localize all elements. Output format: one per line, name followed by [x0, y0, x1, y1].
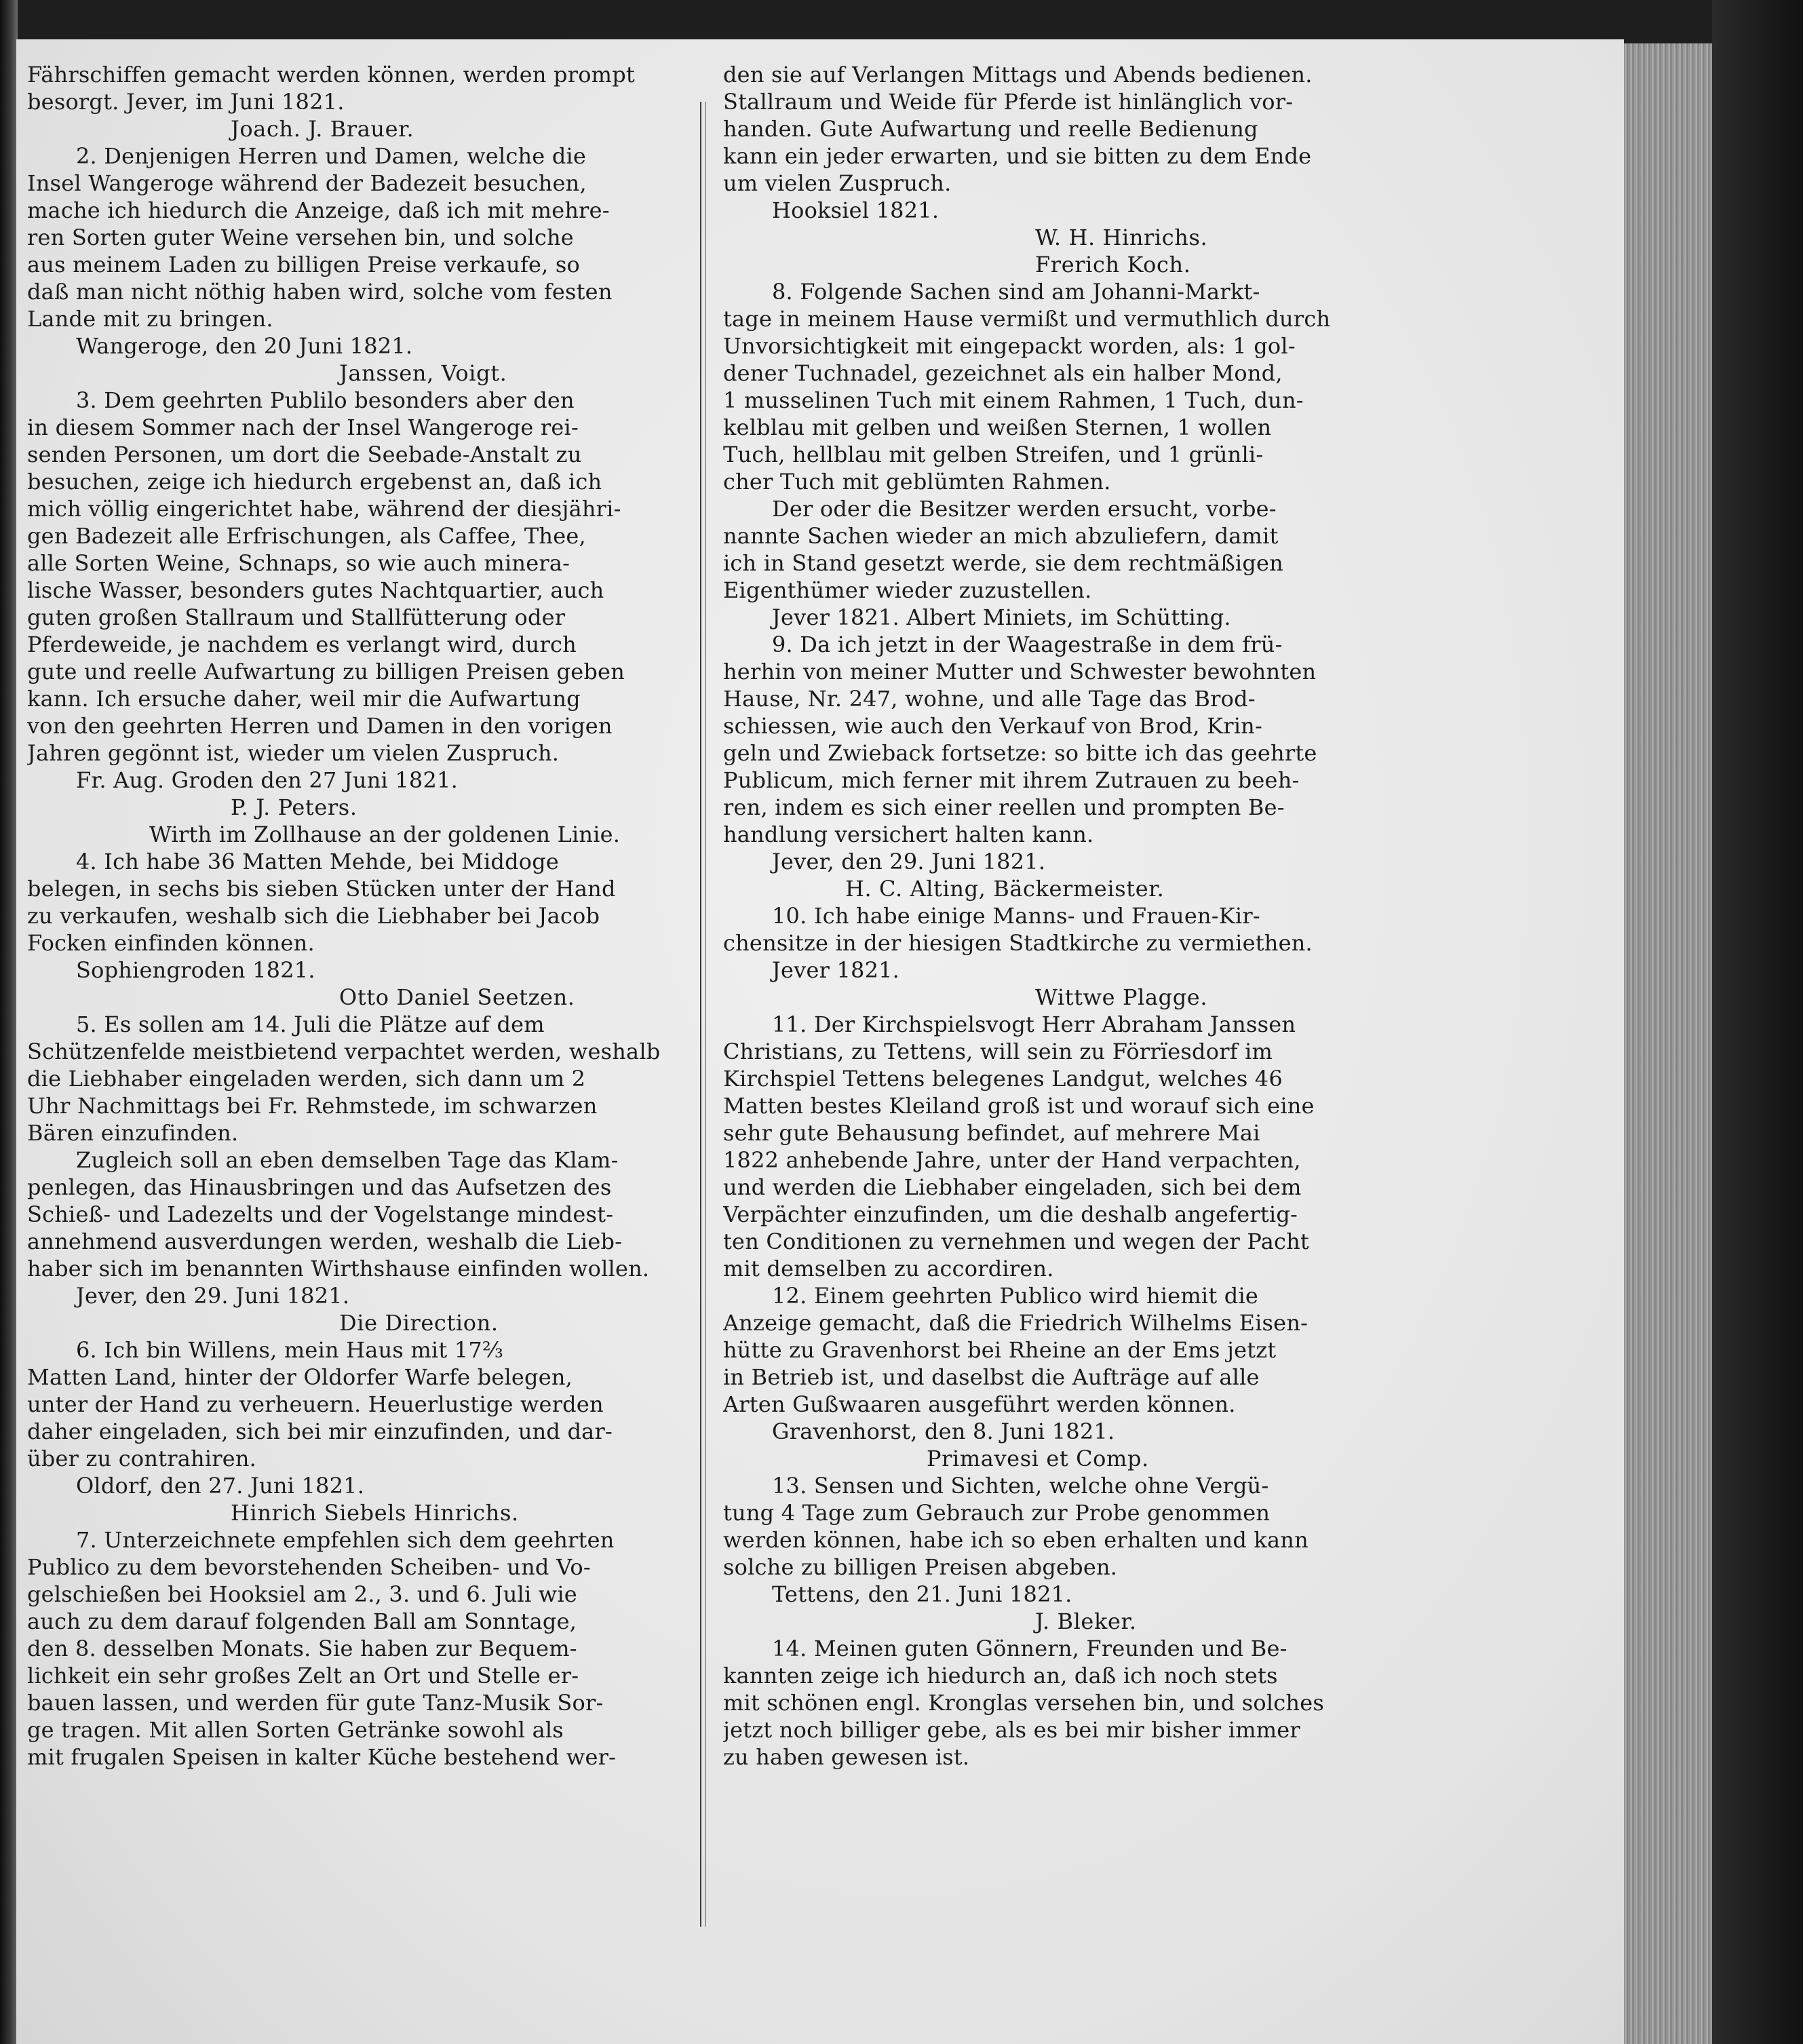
- signature-line: Primavesi et Comp.: [927, 1446, 1149, 1471]
- signature-line: Joach. J. Brauer.: [231, 116, 414, 142]
- text-line: 6. Ich bin Willens, mein Haus mit 17⅔: [76, 1337, 504, 1363]
- text-line: Insel Wangeroge während der Badezeit besuchen,: [27, 170, 587, 196]
- text-line: bauen lassen, und werden für gute Tanz-Musik Sor-: [27, 1690, 604, 1716]
- text-line: werden können, habe ich so eben erhalten und kann: [723, 1527, 1308, 1553]
- text-line: Christians, zu Tettens, will sein zu Förrïesdorf im: [723, 1039, 1273, 1064]
- text-line: Schieß- und Ladezelts und der Vogelstange mindest-: [27, 1201, 614, 1227]
- text-line: die Liebhaber eingeladen werden, sich dann um 2: [27, 1066, 586, 1092]
- text-line: gen Badezeit alle Erfrischungen, als Caffee, Thee,: [27, 523, 586, 549]
- text-line: Der oder die Besitzer werden ersucht, vorbe-: [772, 496, 1277, 522]
- text-line: lichkeit ein sehr großes Zelt an Ort und Stelle er-: [27, 1663, 579, 1689]
- text-line: kann. Ich ersuche daher, weil mir die Aufwartung: [27, 686, 581, 712]
- text-line: jetzt noch billiger gebe, als es bei mir bisher immer: [723, 1717, 1300, 1743]
- text-line: annehmend ausverdungen werden, weshalb die Lieb-: [27, 1229, 623, 1254]
- text-line: lische Wasser, besonders gutes Nachtquartier, auch: [27, 577, 604, 603]
- text-line: gelschießen bei Hooksiel am 2., 3. und 6. Juli wie: [27, 1581, 577, 1607]
- text-line: 1822 anhebende Jahre, unter der Hand verpachten,: [723, 1147, 1301, 1173]
- text-line: ge tragen. Mit allen Sorten Getränke sowohl als: [27, 1717, 564, 1743]
- text-line: zu verkaufen, weshalb sich die Liebhaber bei Jacob: [27, 903, 600, 929]
- text-line: Arten Gußwaaren ausgeführt werden können.: [723, 1391, 1236, 1417]
- text-line: 4. Ich habe 36 Matten Mehde, bei Middoge: [76, 849, 560, 874]
- text-line: Matten bestes Kleiland groß ist und worauf sich eine: [723, 1093, 1315, 1119]
- signature-line: Frerich Koch.: [1035, 252, 1191, 277]
- signature-line: Janssen, Voigt.: [339, 360, 507, 386]
- binding-gutter: [0, 0, 18, 2044]
- text-line: 7. Unterzeichnete empfehlen sich dem geehrten: [76, 1527, 615, 1553]
- dateline: Jever 1821.: [772, 957, 900, 983]
- text-line: unter der Hand zu verheuern. Heuerlustige werden: [27, 1391, 604, 1417]
- text-line: Unvorsichtigkeit mit eingepackt worden, als: 1 gol-: [723, 333, 1296, 359]
- dateline: Gravenhorst, den 8. Juni 1821.: [772, 1419, 1115, 1444]
- right-column: [723, 61, 1391, 2001]
- text-line: Uhr Nachmittags bei Fr. Rehmstede, im schwarzen: [27, 1093, 598, 1119]
- signature-line: Wittwe Plagge.: [1035, 984, 1208, 1010]
- text-line: kann ein jeder erwarten, und sie bitten zu dem Ende: [723, 143, 1312, 169]
- text-line: Publico zu dem bevorstehenden Scheiben- und Vo-: [27, 1554, 591, 1580]
- column-divider: [700, 102, 701, 1927]
- text-line: sehr gute Behausung befindet, auf mehrere Mai: [723, 1120, 1260, 1146]
- text-line: belegen, in sechs bis sieben Stücken unter der Hand: [27, 876, 616, 902]
- signature-line: J. Bleker.: [1035, 1608, 1137, 1634]
- dateline: Jever 1821. Albert Miniets, im Schütting.: [772, 604, 1231, 630]
- text-line: senden Personen, um dort die Seebade-Anstalt zu: [27, 442, 582, 467]
- text-line: schiessen, wie auch den Verkauf von Brod, Krin-: [723, 713, 1262, 739]
- text-line: besuchen, zeige ich hiedurch ergebenst an, daß ich: [27, 469, 602, 495]
- text-line: 5. Es sollen am 14. Juli die Plätze auf dem: [76, 1011, 545, 1037]
- left-column: [27, 61, 678, 2001]
- text-line: Zugleich soll an eben demselben Tage das Klam-: [76, 1147, 619, 1173]
- text-line: ich in Stand gesetzt werde, sie dem rechtmäßigen: [723, 550, 1283, 576]
- text-line: Lande mit zu bringen.: [27, 306, 273, 332]
- signature-line: W. H. Hinrichs.: [1035, 225, 1208, 250]
- text-line: auch zu dem darauf folgenden Ball am Sonntage,: [27, 1608, 577, 1634]
- text-line: zu haben gewesen ist.: [723, 1744, 970, 1770]
- text-line: Kirchspiel Tettens belegenes Landgut, welches 46: [723, 1066, 1283, 1092]
- text-line: 11. Der Kirchspielsvogt Herr Abraham Janssen: [772, 1011, 1296, 1037]
- dateline: Jever, den 29. Juni 1821.: [772, 849, 1046, 874]
- signature-line: Die Direction.: [339, 1310, 499, 1336]
- text-line: dener Tuchnadel, gezeichnet als ein halber Mond,: [723, 360, 1283, 386]
- dateline: Wangeroge, den 20 Juni 1821.: [76, 333, 413, 359]
- text-line: Eigenthümer wieder zuzustellen.: [723, 577, 1092, 603]
- text-line: Verpächter einzufinden, um die deshalb angefertig-: [723, 1201, 1298, 1227]
- text-line: daher eingeladen, sich bei mir einzufinden, und dar-: [27, 1419, 613, 1444]
- text-line: 12. Einem geehrten Publico wird hiemit die: [772, 1283, 1259, 1309]
- text-line: in diesem Sommer nach der Insel Wangeroge rei-: [27, 414, 579, 440]
- column-divider-thin: [705, 102, 706, 1927]
- book-edge-shadow: [1712, 0, 1803, 2044]
- signature-line: Hinrich Siebels Hinrichs.: [231, 1500, 519, 1526]
- signature-line: H. C. Alting, Bäckermeister.: [845, 876, 1165, 902]
- text-line: geln und Zwieback fortsetze: so bitte ich das geehrte: [723, 740, 1317, 766]
- text-line: in Betrieb ist, und daselbst die Aufträge auf alle: [723, 1364, 1260, 1390]
- text-line: penlegen, das Hinausbringen und das Aufsetzen des: [27, 1174, 612, 1200]
- text-line: Anzeige gemacht, daß die Friedrich Wilhelms Eisen-: [723, 1310, 1308, 1336]
- text-line: haber sich im benannten Wirthshause einfinden wollen.: [27, 1256, 650, 1281]
- text-line: daß man nicht nöthig haben wird, solche vom festen: [27, 279, 613, 305]
- signature-line: Wirth im Zollhause an der goldenen Linie.: [149, 822, 621, 847]
- text-line: über zu contrahiren.: [27, 1446, 257, 1471]
- text-line: handen. Gute Aufwartung und reelle Bedienung: [723, 116, 1258, 142]
- text-line: um vielen Zuspruch.: [723, 170, 952, 196]
- text-line: mit schönen engl. Kronglas versehen bin, und solches: [723, 1690, 1324, 1716]
- text-line: hütte zu Gravenhorst bei Rheine an der Ems jetzt: [723, 1337, 1277, 1363]
- text-line: aus meinem Laden zu billigen Preise verkaufe, so: [27, 252, 580, 277]
- dateline: Hooksiel 1821.: [772, 197, 939, 223]
- text-line: Stallraum und Weide für Pferde ist hinlänglich vor-: [723, 89, 1294, 115]
- text-line: ren, indem es sich einer reellen und prompten Be-: [723, 794, 1285, 820]
- text-line: von den geehrten Herren und Damen in den vorigen: [27, 713, 613, 739]
- text-line: mit demselben zu accordiren.: [723, 1256, 1054, 1281]
- text-line: Bären einzufinden.: [27, 1120, 239, 1146]
- dateline: Tettens, den 21. Juni 1821.: [772, 1581, 1072, 1607]
- text-line: kelblau mit gelben und weißen Sternen, 1 wollen: [723, 414, 1272, 440]
- text-line: Tuch, hellblau mit gelben Streifen, und 1 grünli-: [723, 442, 1264, 467]
- text-line: ren Sorten guter Weine versehen bin, und solche: [27, 225, 574, 250]
- text-line: handlung versichert halten kann.: [723, 822, 1094, 847]
- dateline: Sophiengroden 1821.: [76, 957, 315, 983]
- dateline: Oldorf, den 27. Juni 1821.: [76, 1473, 365, 1499]
- text-line: herhin von meiner Mutter und Schwester bewohnten: [723, 659, 1317, 684]
- text-line: guten großen Stallraum und Stallfütterung oder: [27, 604, 566, 630]
- text-line: Jahren gegönnt ist, wieder um vielen Zuspruch.: [27, 740, 560, 766]
- text-line: 3. Dem geehrten Publilo besonders aber den: [76, 387, 575, 413]
- text-line: mache ich hiedurch die Anzeige, daß ich mit mehre-: [27, 197, 610, 223]
- text-line: kannten zeige ich hiedurch an, daß ich noch stets: [723, 1663, 1278, 1689]
- text-line: Hause, Nr. 247, wohne, und alle Tage das Brod-: [723, 686, 1256, 712]
- text-line: tage in meinem Hause vermißt und vermuthlich durch: [723, 306, 1331, 332]
- text-line: den 8. desselben Monats. Sie haben zur Bequem-: [27, 1636, 577, 1661]
- text-line: 14. Meinen guten Gönnern, Freunden und Be-: [772, 1636, 1287, 1661]
- text-line: mit frugalen Speisen in kalter Küche bestehend wer-: [27, 1744, 617, 1770]
- text-line: 13. Sensen und Sichten, welche ohne Vergü-: [772, 1473, 1269, 1499]
- text-line: 1 musselinen Tuch mit einem Rahmen, 1 Tuch, dun-: [723, 387, 1304, 413]
- text-line: mich völlig eingerichtet habe, während der diesjähri-: [27, 496, 621, 522]
- text-line: ten Conditionen zu vernehmen und wegen der Pacht: [723, 1229, 1309, 1254]
- text-line: Pferdeweide, je nachdem es verlangt wird, durch: [27, 632, 577, 657]
- text-line: 9. Da ich jetzt in der Waagestraße in dem frü-: [772, 632, 1283, 657]
- text-line: 8. Folgende Sachen sind am Johanni-Markt-: [772, 279, 1260, 305]
- text-line: cher Tuch mit geblümten Rahmen.: [723, 469, 1111, 495]
- dateline: Fr. Aug. Groden den 27 Juni 1821.: [76, 767, 458, 793]
- text-line: Focken einfinden können.: [27, 930, 315, 956]
- text-line: gute und reelle Aufwartung zu billigen Preisen geben: [27, 659, 625, 684]
- signature-line: Otto Daniel Seetzen.: [339, 984, 575, 1010]
- text-line: alle Sorten Weine, Schnaps, so wie auch minera-: [27, 550, 570, 576]
- text-line: besorgt. Jever, im Juni 1821.: [27, 89, 345, 115]
- text-line: und werden die Liebhaber eingeladen, sich bei dem: [723, 1174, 1302, 1200]
- text-line: Schützenfelde meistbietend verpachtet werden, weshalb: [27, 1039, 661, 1064]
- text-line: 2. Denjenigen Herren und Damen, welche die: [76, 143, 587, 169]
- dateline: Jever, den 29. Juni 1821.: [76, 1283, 350, 1309]
- text-line: tung 4 Tage zum Gebrauch zur Probe genommen: [723, 1500, 1271, 1526]
- text-line: chensitze in der hiesigen Stadtkirche zu vermiethen.: [723, 930, 1313, 956]
- text-line: solche zu billigen Preisen abgeben.: [723, 1554, 1118, 1580]
- signature-line: P. J. Peters.: [231, 794, 357, 820]
- text-line: Matten Land, hinter der Oldorfer Warfe belegen,: [27, 1364, 573, 1390]
- text-line: Publicum, mich ferner mit ihrem Zutrauen zu beeh-: [723, 767, 1300, 793]
- text-line: den sie auf Verlangen Mittags und Abends bedienen.: [723, 62, 1313, 88]
- text-line: nannte Sachen wieder an mich abzuliefern, damit: [723, 523, 1279, 549]
- text-line: Fährschiffen gemacht werden können, werden prompt: [27, 62, 635, 88]
- page-edges: [1624, 43, 1712, 2044]
- text-line: 10. Ich habe einige Manns- und Frauen-Kir-: [772, 903, 1260, 929]
